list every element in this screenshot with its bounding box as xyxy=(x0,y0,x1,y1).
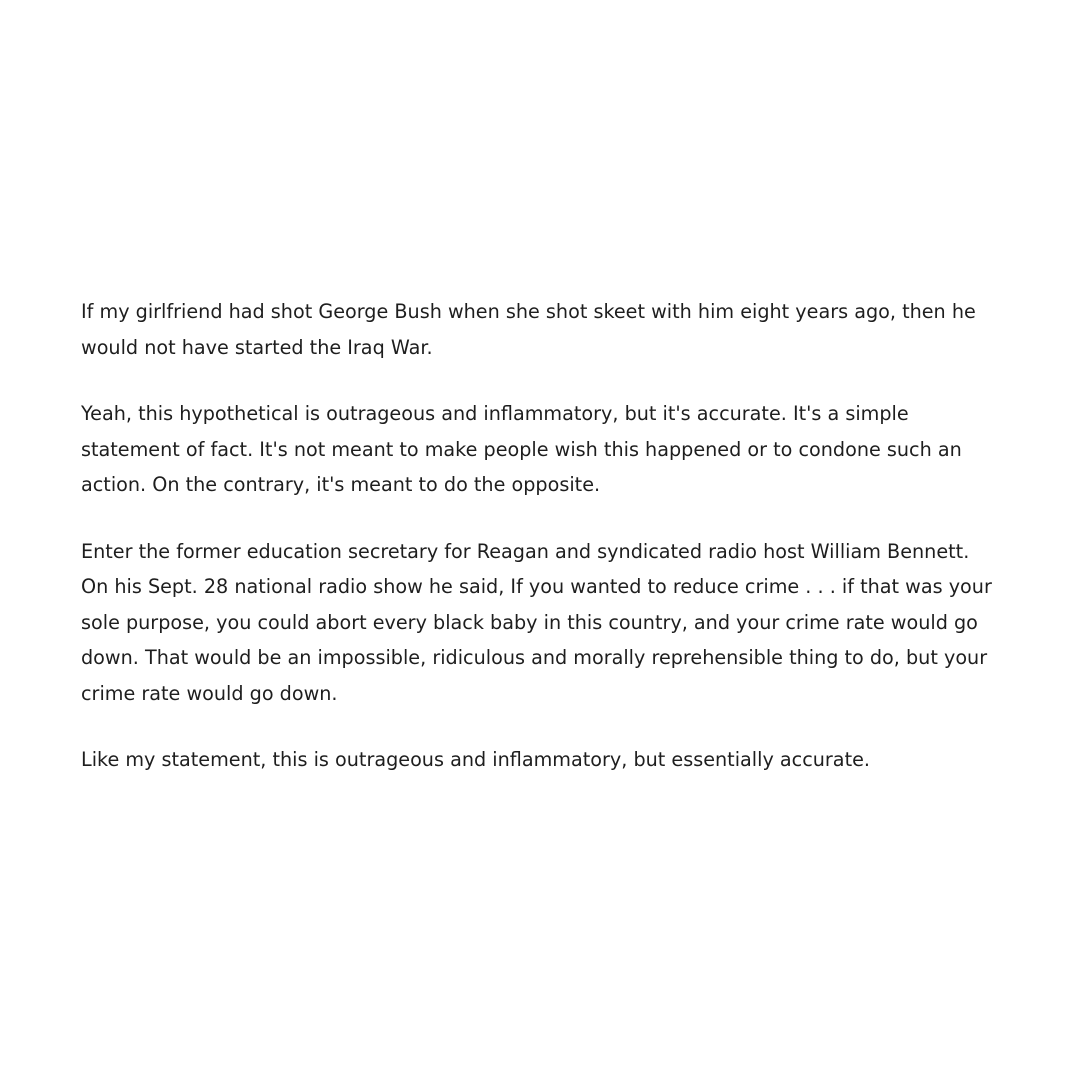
paragraph-2: Yeah, this hypothetical is outrageous and inflammatory, but it's accurate. It's a simple statement of fact. It's not meant to make people wish this happened or to condone such an action. On the contrary, it's meant to do the opposite. xyxy=(81,402,962,496)
paragraph-4: Like my statement, this is outrageous and inflammatory, but essentially accurate. xyxy=(81,748,870,771)
article-body xyxy=(81,294,999,778)
paragraph-1: If my girlfriend had shot George Bush when she shot skeet with him eight years ago, then he would not have started the Iraq War. xyxy=(81,300,976,359)
paragraph-3: Enter the former education secretary for Reagan and syndicated radio host William Bennett. On his Sept. 28 national radio show he said, If you wanted to reduce crime . . . if that was your sole purpose, you could abort every black baby in this country, and your crime rate would go down. That would be an impossible, ridiculous and morally reprehensible thing to do, but your crime rate would go down. xyxy=(81,539,992,705)
